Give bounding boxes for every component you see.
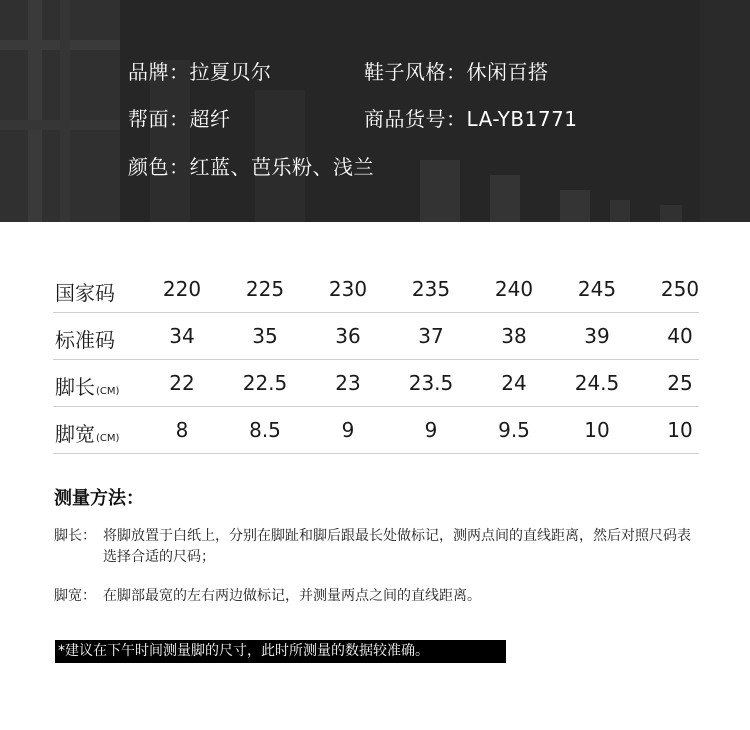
size-chart-table [53,266,699,454]
size-value: 9 [341,418,355,442]
brand-info: 品牌：拉夏贝尔 [128,60,272,84]
instruction-prefix: 脚宽： [54,588,96,604]
size-value: 8 [175,418,189,442]
banner-row [128,151,728,181]
measure-method-title: 测量方法： [54,488,144,509]
size-value: 23 [335,371,361,395]
banner-row [128,103,728,133]
row-label: 标准码 [55,328,115,352]
row-label: 国家码 [55,281,115,305]
size-value: 23.5 [408,371,454,395]
shoe-style-info: 鞋子风格：休闲百搭 [364,60,549,84]
size-value: 9 [424,418,438,442]
size-value: 40 [667,324,693,348]
size-value: 235 [411,277,451,301]
size-row-foot-width [53,407,699,454]
product-sku-info: 商品货号：LA-YB1771 [364,107,578,131]
banner-row [128,56,728,86]
instruction-text: 将脚放置于白纸上，分别在脚趾和脚后跟最长处做标记，测两点间的直线距离，然后对照尺码表选择合适的尺码； [103,528,691,565]
row-label: 脚长(CM) [55,375,120,399]
product-info-banner [0,0,750,222]
size-value: 35 [252,324,278,348]
size-row-standard [53,313,699,360]
measurement-tip-notice: *建议在下午时间测量脚的尺寸，此时所测量的数据较准确。 [55,640,506,663]
row-label: 脚宽(CM) [55,422,120,446]
upper-material-info: 帮面：超纤 [128,107,231,131]
instruction-prefix: 脚长： [54,528,96,544]
measure-foot-length-instruction [54,526,704,568]
size-value: 37 [418,324,444,348]
size-value: 22.5 [242,371,288,395]
size-value: 34 [169,324,195,348]
measure-foot-width-instruction [54,586,704,607]
instruction-text: 在脚部最宽的左右两边做标记，并测量两点之间的直线距离。 [103,588,481,604]
size-value: 24 [501,371,527,395]
size-value: 36 [335,324,361,348]
size-value: 245 [577,277,617,301]
size-value: 38 [501,324,527,348]
size-value: 22 [169,371,195,395]
color-info: 颜色：红蓝、芭乐粉、浅兰 [128,155,374,179]
size-value: 250 [660,277,700,301]
size-value: 39 [584,324,610,348]
size-value: 10 [667,418,693,442]
size-value: 9.5 [498,418,530,442]
size-value: 24.5 [574,371,620,395]
size-value: 10 [584,418,610,442]
size-row-foot-length [53,360,699,407]
size-value: 240 [494,277,534,301]
size-value: 230 [328,277,368,301]
size-value: 220 [162,277,202,301]
size-value: 8.5 [249,418,281,442]
size-value: 25 [667,371,693,395]
size-row-national [53,266,699,313]
size-value: 225 [245,277,285,301]
